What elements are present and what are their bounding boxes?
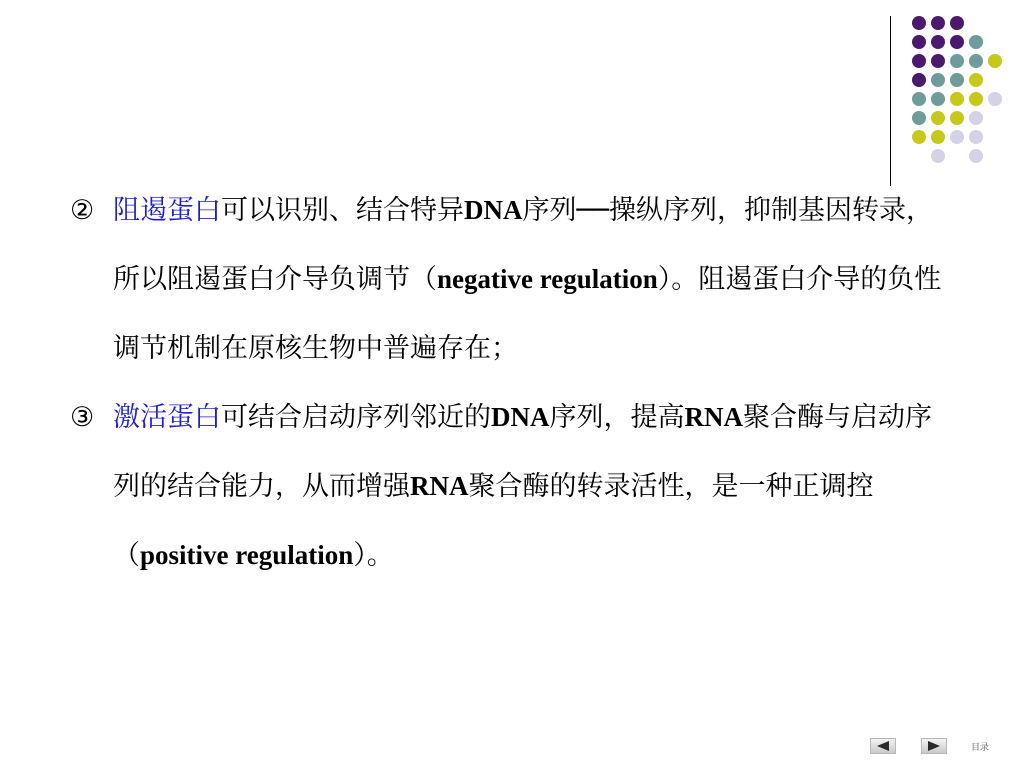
term-repressor-protein: 阻遏蛋白 xyxy=(113,195,221,226)
decorative-dot xyxy=(931,54,945,68)
decorative-dot xyxy=(931,149,945,163)
latin-term: positive regulation xyxy=(140,540,354,570)
decorative-dot xyxy=(912,111,926,125)
decorative-dot xyxy=(969,54,983,68)
decorative-dot xyxy=(969,149,983,163)
decorative-dot xyxy=(988,54,1002,68)
decorative-dot-grid xyxy=(0,0,1024,200)
decorative-dot xyxy=(969,92,983,106)
decorative-dot xyxy=(988,92,1002,106)
text-segment: 聚合酶的转录活性，是一种正调控（ xyxy=(113,471,874,571)
text-segment: ）。阻遏蛋白介导的负性调节机制在原核生物中普遍存在； xyxy=(113,264,942,364)
paragraph-activator xyxy=(70,383,950,590)
slide-body xyxy=(70,176,950,590)
latin-term: DNA xyxy=(491,402,550,432)
decorative-dot xyxy=(912,16,926,30)
decorative-dot xyxy=(931,130,945,144)
decorative-dot xyxy=(950,92,964,106)
decorative-dot xyxy=(950,111,964,125)
term-activator-protein: 激活蛋白 xyxy=(113,402,221,433)
latin-term: DNA xyxy=(464,195,523,225)
item-number: ③ xyxy=(70,402,95,433)
decorative-dot xyxy=(969,73,983,87)
table-of-contents-button[interactable] xyxy=(966,738,994,754)
text-segment: 可结合启动序列邻近的 xyxy=(221,402,491,433)
decorative-dot xyxy=(969,35,983,49)
latin-term: RNA xyxy=(410,471,469,501)
item-number: ② xyxy=(70,195,95,226)
divider-line xyxy=(890,16,891,186)
latin-term: negative regulation xyxy=(437,264,658,294)
decorative-dot xyxy=(969,111,983,125)
latin-term: RNA xyxy=(684,402,743,432)
decorative-dot xyxy=(912,35,926,49)
text-segment: 聚合酶与启动序列的结合能力，从而增强 xyxy=(113,402,932,502)
toc-label: 目录 xyxy=(970,742,989,753)
decorative-dot xyxy=(950,73,964,87)
text-segment: 序列，提高 xyxy=(549,402,685,433)
triangle-left-icon xyxy=(877,741,889,751)
decorative-dot xyxy=(931,92,945,106)
decorative-dot xyxy=(912,130,926,144)
decorative-dot xyxy=(969,130,983,144)
decorative-dot xyxy=(950,35,964,49)
decorative-dot xyxy=(931,73,945,87)
triangle-right-icon xyxy=(928,741,940,751)
decorative-dot xyxy=(931,35,945,49)
decorative-dot xyxy=(912,73,926,87)
decorative-dot xyxy=(912,92,926,106)
decorative-dot xyxy=(931,16,945,30)
text-segment: ）。 xyxy=(353,540,394,571)
decorative-dot xyxy=(950,54,964,68)
decorative-dot xyxy=(950,16,964,30)
next-slide-button[interactable] xyxy=(921,738,947,754)
decorative-dot xyxy=(931,111,945,125)
previous-slide-button[interactable] xyxy=(870,738,896,754)
text-segment: 序列──操纵序列，抑制基因转录，所以阻遏蛋白介导负调节（ xyxy=(113,195,934,295)
decorative-dot xyxy=(912,54,926,68)
text-segment: 可以识别、结合特异 xyxy=(221,195,464,226)
paragraph-repressor xyxy=(70,176,950,383)
decorative-dot xyxy=(950,130,964,144)
